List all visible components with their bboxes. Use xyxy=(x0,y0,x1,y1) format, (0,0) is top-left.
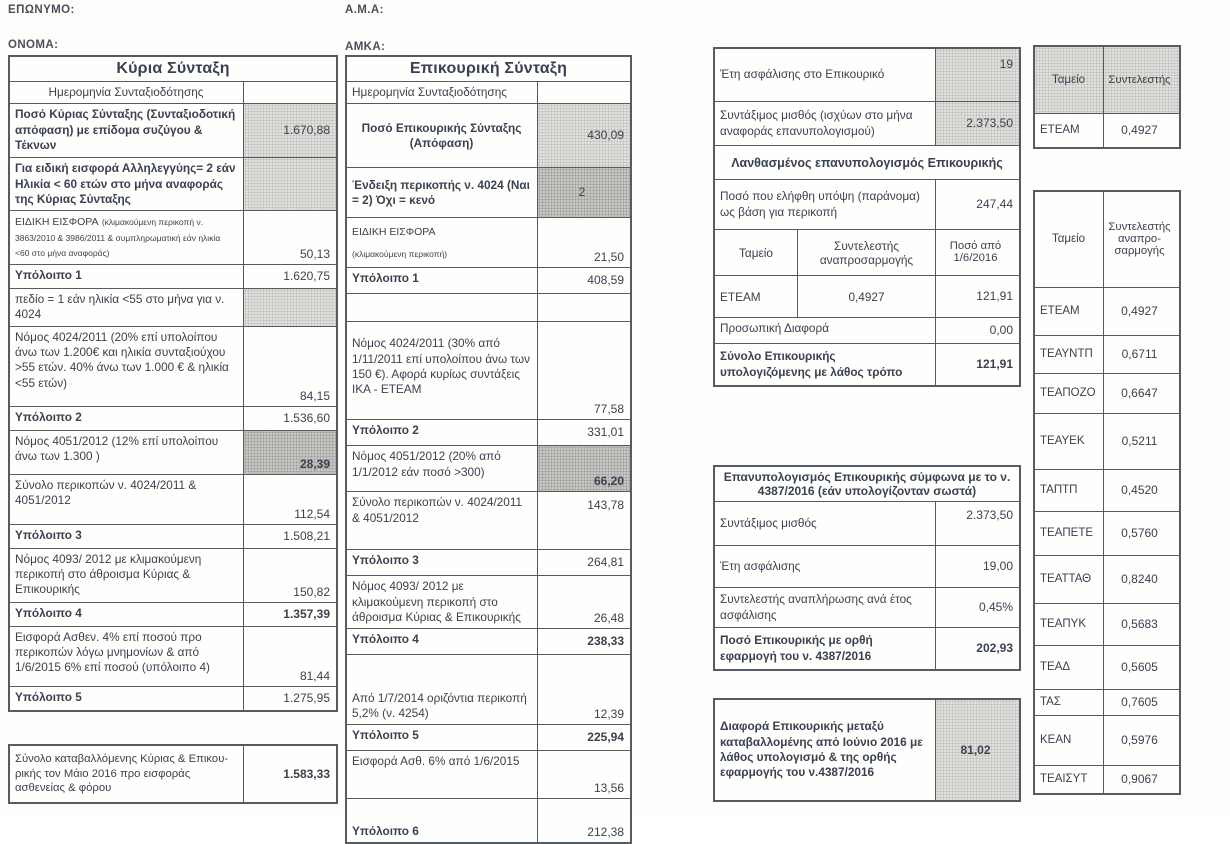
row-label: Υπόλοιπο 3 xyxy=(15,527,82,542)
fund-coef: 0,5683 xyxy=(1103,604,1179,645)
fund-coef: 0,4927 xyxy=(797,276,935,317)
row-value xyxy=(243,289,336,326)
row-value: 1.357,39 xyxy=(243,603,336,626)
fund-name: ΤΕΑΠΟΖΟ xyxy=(1040,387,1096,400)
table-row xyxy=(1035,645,1179,689)
row-value: 408,59 xyxy=(537,268,630,293)
row-value: 238,33 xyxy=(537,629,630,654)
table-row xyxy=(347,724,630,750)
row-label: Ημερομηνία Συνταξιοδότησης xyxy=(48,85,204,99)
row-label: Υπόλοιπο 3 xyxy=(352,553,419,568)
row-value: 77,58 xyxy=(537,322,630,419)
row-label: Υπόλοιπο 5 xyxy=(15,689,82,704)
row-label: Έτη ασφάλισης στο Επικουρικό xyxy=(720,67,885,82)
table-row xyxy=(715,49,1019,101)
ama-label: Α.Μ.Α: xyxy=(345,4,384,16)
main-pension-title: Κύρια Σύνταξη xyxy=(116,60,230,77)
row-label: Νόμος 4093/ 2012 με κλιμακούμενη περικοπή στο άθροισμα Κύριας & Επικουρικής xyxy=(352,579,521,624)
col-header-coef: Συντελεστής αναπροσαρμογής xyxy=(797,230,935,275)
table-row xyxy=(1035,469,1179,511)
row-label: Εισφορά Ασθ. 6% από 1/6/2015 xyxy=(352,754,520,769)
row-label: Υπόλοιπο 4 xyxy=(352,632,419,647)
wrong-recalc-table xyxy=(713,47,1021,387)
fund-coef: 0,4927 xyxy=(1103,114,1179,147)
table-row xyxy=(10,326,336,406)
fund-name: ΤΑΣ xyxy=(1040,696,1061,709)
row-label: Ποσό Επικουρικής Σύνταξης (Απόφαση) xyxy=(361,120,522,150)
row-value xyxy=(243,158,336,210)
fund-coef: 0,8240 xyxy=(1103,556,1179,603)
row-label: Υπόλοιπο 1 xyxy=(15,267,82,282)
table-row xyxy=(10,626,336,686)
table-header-row xyxy=(715,229,1019,275)
table-row xyxy=(715,700,1019,800)
row-label xyxy=(347,218,537,267)
row-value: 331,01 xyxy=(537,420,630,445)
row-value: 19,00 xyxy=(935,546,1019,587)
row-value: 84,15 xyxy=(243,327,336,406)
correct-recalc-table xyxy=(713,465,1021,671)
row-value: 1.620,75 xyxy=(243,265,336,288)
row-value: 1.508,21 xyxy=(243,525,336,548)
row-value: 2.373,50 xyxy=(935,502,1019,545)
row-value: 13,56 xyxy=(537,751,630,798)
table-row xyxy=(715,627,1019,669)
table-row xyxy=(715,275,1019,317)
table-row xyxy=(10,264,336,288)
table-row xyxy=(1035,765,1179,793)
row-label: πεδίο = 1 εάν ηλικία <55 στο μήνα για ν. 4024 xyxy=(15,291,225,321)
row-value xyxy=(243,82,336,103)
fund-coef: 0,4520 xyxy=(1103,470,1179,511)
fund-amount: 121,91 xyxy=(935,276,1019,317)
row-label: Συντάξιμος μισθός xyxy=(720,515,817,530)
table-row xyxy=(347,654,630,724)
row-label: Νόμος 4024/2011 (30% από 1/11/2011 επί υπολοίπου άνω των 150 €). Αφορά κυρίως συντάξεις ΙΚΑ - ΕΤΕΑΜ xyxy=(352,336,531,397)
row-value xyxy=(537,82,630,103)
row-value: 50,13 xyxy=(243,211,336,263)
table-row xyxy=(10,430,336,474)
fund-coef: 0,7605 xyxy=(1103,690,1179,715)
table-row xyxy=(715,501,1019,545)
table-row xyxy=(1035,335,1179,373)
row-value: 0,00 xyxy=(935,318,1019,343)
table-row xyxy=(347,628,630,654)
difference-box xyxy=(713,698,1021,802)
row-label: Από 1/7/2014 οριζόντια περικοπή 5,2% (ν. 4254) xyxy=(352,690,527,720)
amka-label: ΑΜΚΑ: xyxy=(345,41,386,53)
fund-name: ΤΕΑΙΣΥΤ xyxy=(1040,773,1088,786)
row-label: Ένδειξη περικοπής ν. 4024 (Ναι = 2) Όχι = κενό xyxy=(352,177,530,207)
table-row xyxy=(10,288,336,326)
row-value: 12,39 xyxy=(537,655,630,724)
row-label: Για ειδική εισφορά Αλληλεγγύης= 2 εάν Ηλικία < 60 ετών στο μήνα αναφοράς της Κύριας Σύνταξης xyxy=(15,161,236,206)
row-value: 121,91 xyxy=(935,344,1019,385)
row-label: Υπόλοιπο 2 xyxy=(352,423,419,438)
table-row xyxy=(347,445,630,491)
row-value: 264,81 xyxy=(537,550,630,575)
main-pension-table xyxy=(8,55,338,712)
fund-name: ΕΤΕΑΜ xyxy=(720,289,761,304)
table-row xyxy=(1035,113,1179,147)
table-row xyxy=(715,101,1019,145)
row-label: Νόμος 4051/2012 (12% επί υπολοίπου άνω των 1.300 ) xyxy=(15,433,219,463)
row-label: Υπόλοιπο 5 xyxy=(352,728,419,743)
table-row xyxy=(10,103,336,157)
row-label: Υπόλοιπο 1 xyxy=(352,271,419,286)
row-value: 150,82 xyxy=(243,549,336,602)
row-label: Διαφορά Επικουρικής μεταξύ καταβαλλομένης από Ιούνιο 2016 με λάθος υπολογισμό & της ορθής εφαρμογής του ν.4387/2016 xyxy=(720,719,923,780)
table-header-row xyxy=(1035,47,1179,113)
fund-coef: 0,5760 xyxy=(1103,512,1179,555)
row-value xyxy=(537,294,630,321)
fund-name: ΕΤΕΑΜ xyxy=(1040,305,1080,318)
row-value: 112,54 xyxy=(243,475,336,524)
funds-coefficient-table-small xyxy=(1033,45,1181,149)
fund-name: ΤΕΑΠΕΤΕ xyxy=(1040,527,1094,540)
table-row xyxy=(1035,413,1179,469)
row-label: Νόμος 4051/2012 (20% από 1/1/2012 εάν ποσό >300) xyxy=(352,449,501,479)
table-row xyxy=(10,746,336,802)
row-label-main: ΕΙΔΙΚΗ ΕΙΣΦΟΡΑ xyxy=(15,216,99,229)
wrong-recalc-title: Λανθασμένος επανυπολογισμός Επικουρικής xyxy=(715,145,1019,179)
row-label: Νόμος 4093/ 2012 με κλιμακούμενη περικοπή στο άθροισμα Κύριας & Επικουρικής xyxy=(15,551,202,597)
table-row xyxy=(347,750,630,798)
row-value: 19 xyxy=(935,49,1019,101)
row-label xyxy=(347,294,537,321)
row-label: Έτη ασφάλισης xyxy=(720,558,801,573)
table-row xyxy=(1035,511,1179,555)
row-label: Ποσό που ελήφθη υπόψη (παράνομα) ως βάση για περικοπή xyxy=(720,189,920,219)
row-value: 0,45% xyxy=(935,588,1019,627)
row-value: 1.275,95 xyxy=(243,687,336,710)
fund-coef: 0,5976 xyxy=(1103,716,1179,765)
row-label: Σύνολο καταβαλλόμενης Κύριας & Επικου- ρικής τον Μάιο 2016 προ εισφοράς ασθενείας & φόρου xyxy=(15,752,229,795)
row-value: 1.583,33 xyxy=(243,746,336,802)
table-row xyxy=(347,798,630,842)
col-header-amount: Ποσό από 1/6/2016 xyxy=(935,230,1019,275)
row-label: Υπόλοιπο 6 xyxy=(352,823,419,838)
table-row xyxy=(10,686,336,710)
table-row xyxy=(347,491,630,549)
row-label: Σύνολο περικοπών ν. 4024/2011 & 4051/2012 xyxy=(15,477,197,507)
table-row xyxy=(347,217,630,267)
table-row xyxy=(347,267,630,293)
row-label xyxy=(10,211,243,263)
row-label: Ποσό Κύριας Σύνταξης (Συνταξιοδοτική απόφαση) με επίδομα συζύγου & Τέκνων xyxy=(15,107,236,152)
row-value: 2.373,50 xyxy=(935,102,1019,145)
total-paid-box xyxy=(8,744,338,804)
table-row xyxy=(347,321,630,419)
name-label: ΟΝΟΜΑ: xyxy=(8,39,59,51)
table-row xyxy=(1035,555,1179,603)
row-label: Σύνολο Επικουρικής υπολογιζόμενης με λάθος τρόπο xyxy=(720,349,903,379)
table-row xyxy=(10,81,336,103)
fund-name: ΕΤΕΑΜ xyxy=(1040,124,1080,137)
col-header-fund: Ταμείο xyxy=(1051,233,1086,246)
fund-name: ΚΕΑΝ xyxy=(1040,734,1072,747)
fund-coef: 0,4927 xyxy=(1103,288,1179,335)
col-header-coef: Συντελεστής αναπρο- σαρμογής xyxy=(1103,192,1179,287)
row-value: 143,78 xyxy=(537,492,630,549)
col-header-fund: Ταμείο xyxy=(739,245,773,260)
row-label: Προσωπική Διαφορά xyxy=(720,321,830,335)
row-value: 1.670,88 xyxy=(243,104,336,157)
row-value: 81,44 xyxy=(243,627,336,686)
row-value: 1.536,60 xyxy=(243,407,336,430)
table-row xyxy=(10,406,336,430)
row-value: 202,93 xyxy=(935,628,1019,669)
row-value: 66,20 xyxy=(537,446,630,491)
funds-coefficient-table-large xyxy=(1033,190,1181,795)
table-row xyxy=(347,549,630,575)
fund-name: ΤΕΑΠΥΚ xyxy=(1040,618,1087,631)
fund-name: ΤΕΑΤΤΑΘ xyxy=(1040,573,1092,586)
table-row xyxy=(10,474,336,524)
table-row xyxy=(347,81,630,103)
surname-label: ΕΠΩΝΥΜΟ: xyxy=(8,4,75,16)
row-label: Ημερομηνία Συνταξιοδότησης xyxy=(352,85,507,99)
table-row xyxy=(715,587,1019,627)
row-value: 21,50 xyxy=(537,218,630,267)
table-row xyxy=(10,157,336,210)
row-label: Συντάξιμος μισθός (ισχύων στο μήνα αναφοράς επανυπολογισμού) xyxy=(720,108,913,138)
fund-name: ΤΕΑΥΝΤΠ xyxy=(1040,348,1093,361)
table-row xyxy=(715,545,1019,587)
table-row xyxy=(10,524,336,548)
table-header-row xyxy=(1035,192,1179,287)
fund-coef: 0,5211 xyxy=(1103,414,1179,469)
fund-name: ΤΑΠΤΠ xyxy=(1040,484,1078,497)
row-value: 26,48 xyxy=(537,576,630,628)
table-row xyxy=(1035,373,1179,413)
row-label: Ποσό Επικουρικής με ορθή εφαρμογή του ν. 4387/2016 xyxy=(720,633,873,663)
table-row xyxy=(10,548,336,602)
fund-coef: 0,6647 xyxy=(1103,374,1179,413)
table-row xyxy=(715,179,1019,229)
table-row xyxy=(715,317,1019,343)
table-row xyxy=(10,602,336,626)
fund-name: ΤΕΑΥΕΚ xyxy=(1040,435,1085,448)
row-value: 430,09 xyxy=(537,104,630,167)
row-value: 225,94 xyxy=(537,725,630,750)
row-value: 81,02 xyxy=(935,700,1019,800)
row-value: 247,44 xyxy=(935,180,1019,229)
fund-coef: 0,9067 xyxy=(1103,766,1179,793)
col-header-coef: Συντελεστής xyxy=(1103,47,1179,113)
supplementary-pension-title: Επικουρική Σύνταξη xyxy=(409,60,568,77)
supplementary-pension-table xyxy=(345,55,632,844)
row-value: 212,38 xyxy=(537,799,630,842)
row-label: Νόμος 4024/2011 (20% επί υπολοίπου άνω των 1.200€ και ηλικία συνταξιούχου >55 ετών. 40% άνω των 1.000 € & ηλικία <55 ετών) xyxy=(15,329,229,390)
fund-name: ΤΕΑΔ xyxy=(1040,661,1071,674)
col-header-fund: Ταμείο xyxy=(1035,47,1103,113)
table-row xyxy=(347,167,630,217)
fund-coef: 0,6711 xyxy=(1103,336,1179,373)
correct-recalc-title: Επανυπολογισμός Επικουρικής σύμφωνα με το ν. 4387/2016 (εάν υπολογίζονταν σωστά) xyxy=(723,470,1011,498)
row-label-note: (κλιμακούμενη περικοπή) xyxy=(352,249,448,260)
table-row xyxy=(347,293,630,321)
row-label-main: ΕΙΔΙΚΗ ΕΙΣΦΟΡΑ xyxy=(352,226,436,239)
table-row xyxy=(347,575,630,628)
table-row xyxy=(1035,603,1179,645)
row-label: Σύνολο περικοπών ν. 4024/2011 & 4051/2012 xyxy=(352,495,523,525)
row-label: Υπόλοιπο 2 xyxy=(15,409,82,424)
table-row xyxy=(1035,287,1179,335)
table-row xyxy=(1035,715,1179,765)
row-value: 28,39 xyxy=(243,431,336,474)
row-label: Εισφορά Ασθεν. 4% επί ποσού προ περικοπών λόγω μνημονίων & από 1/6/2015 6% επί ποσού (υπόλοιπο 4) xyxy=(15,629,210,675)
table-row xyxy=(1035,689,1179,715)
row-label-note: (κλιμακούμενη περικοπή ν. 3863/2010 & 3986/2011 & συμπληρωματική εάν ηλικία <60 στο μήνα αναφοράς) xyxy=(15,217,221,259)
fund-coef: 0,5605 xyxy=(1103,646,1179,689)
row-label: Υπόλοιπο 4 xyxy=(15,605,82,620)
table-row xyxy=(715,343,1019,385)
table-row xyxy=(347,419,630,445)
row-label: Συντελεστής αναπλήρωσης ανά έτος ασφάλισης xyxy=(720,592,912,622)
row-value: 2 xyxy=(537,168,630,217)
table-row xyxy=(10,210,336,263)
table-row xyxy=(347,103,630,167)
